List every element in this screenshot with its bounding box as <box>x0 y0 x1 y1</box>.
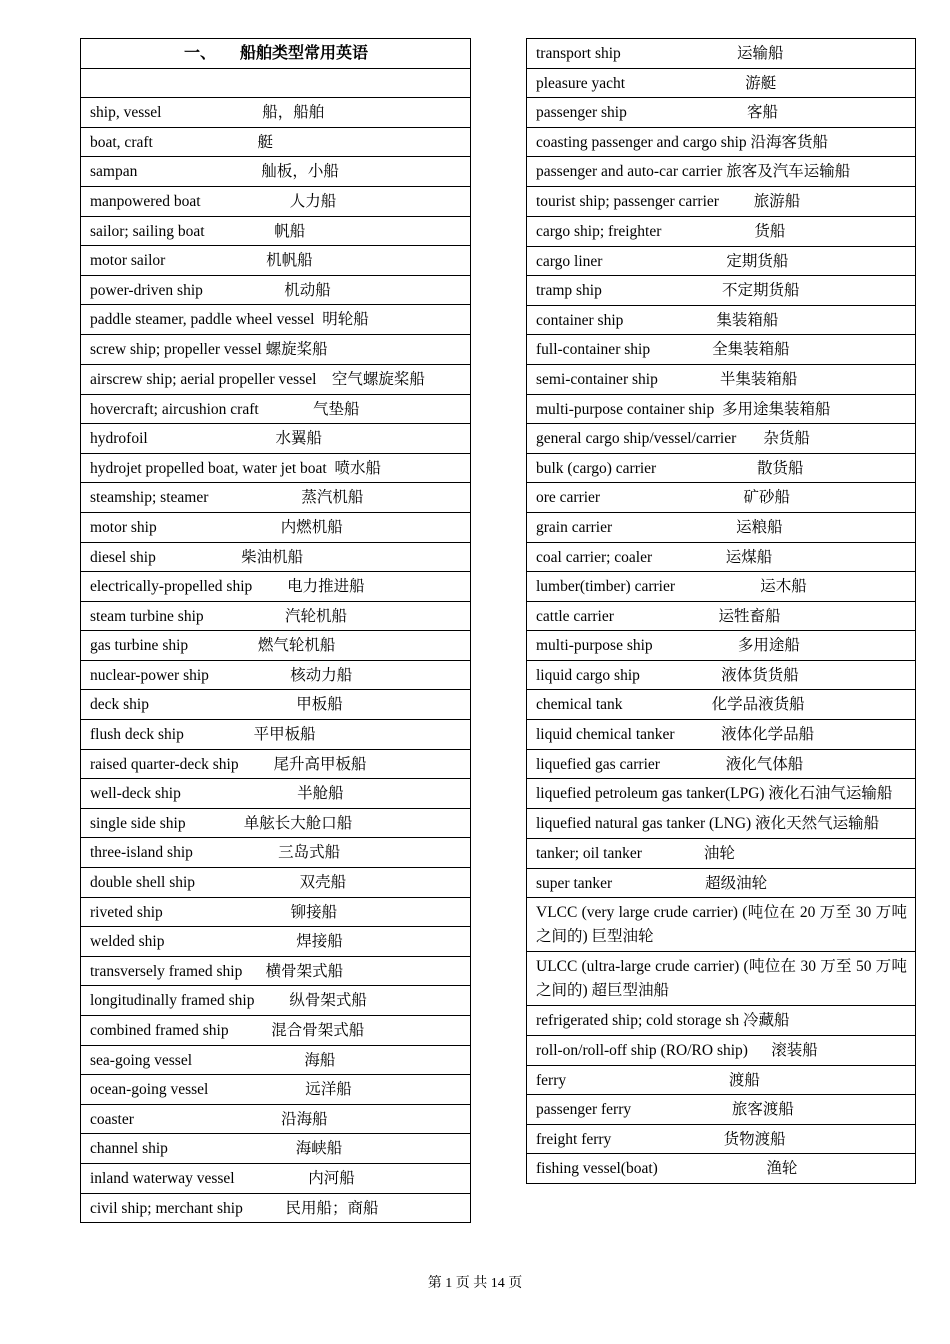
vocabulary-row: freight ferry 货物渡船 <box>527 1125 915 1155</box>
vocabulary-row: semi-container ship 半集装箱船 <box>527 365 915 395</box>
vocabulary-row: combined framed ship 混合骨架式船 <box>81 1016 470 1046</box>
vocabulary-row: liquefied natural gas tanker (LNG) 液化天然气运输船 <box>527 809 915 839</box>
vocabulary-row: channel ship 海峡船 <box>81 1134 470 1164</box>
vocabulary-row: container ship 集装箱船 <box>527 306 915 336</box>
vocabulary-row: liquefied gas carrier 液化气体船 <box>527 750 915 780</box>
left-vocabulary-table <box>80 38 471 1223</box>
vocabulary-row: cargo ship; freighter 货船 <box>527 217 915 247</box>
vocabulary-row: three-island ship 三岛式船 <box>81 838 470 868</box>
vocabulary-row: passenger and auto-car carrier 旅客及汽车运输船 <box>527 157 915 187</box>
vocabulary-row: coasting passenger and cargo ship 沿海客货船 <box>527 128 915 158</box>
page-number-footer: 第 1 页 共 14 页 <box>427 1276 523 1291</box>
vocabulary-row: double shell ship 双壳船 <box>81 868 470 898</box>
vocabulary-row: passenger ship 客船 <box>527 98 915 128</box>
vocabulary-row: multi-purpose container ship 多用途集装箱船 <box>527 395 915 425</box>
vocabulary-row: transversely framed ship 横骨架式船 <box>81 957 470 987</box>
vocabulary-row: nuclear-power ship 核动力船 <box>81 661 470 691</box>
vocabulary-row: boat, craft 艇 <box>81 128 470 158</box>
vocabulary-row: motor ship 内燃机船 <box>81 513 470 543</box>
vocabulary-row: liquid cargo ship 液体货货船 <box>527 661 915 691</box>
vocabulary-row: gas turbine ship 燃气轮机船 <box>81 631 470 661</box>
vocabulary-row: tanker; oil tanker 油轮 <box>527 839 915 869</box>
vocabulary-row: sea-going vessel 海船 <box>81 1046 470 1076</box>
vocabulary-row: sampan 舢板，小船 <box>81 157 470 187</box>
vocabulary-row: ore carrier 矿砂船 <box>527 483 915 513</box>
vocabulary-row: ship, vessel 船，船舶 <box>81 98 470 128</box>
vocabulary-row: ULCC (ultra-large crude carrier) (吨位在 30 万至 50 万吨之间的) 超巨型油船 <box>527 952 915 1006</box>
vocabulary-row: coal carrier; coaler 运煤船 <box>527 543 915 573</box>
section-title: 一、 船舶类型常用英语 <box>81 39 470 69</box>
vocabulary-row: tramp ship 不定期货船 <box>527 276 915 306</box>
vocabulary-row: fishing vessel(boat) 渔轮 <box>527 1154 915 1184</box>
vocabulary-row: raised quarter-deck ship 尾升高甲板船 <box>81 750 470 780</box>
vocabulary-row: VLCC (very large crude carrier) (吨位在 20 万至 30 万吨之间的) 巨型油轮 <box>527 898 915 952</box>
vocabulary-row: transport ship 运输船 <box>527 39 915 69</box>
vocabulary-row: ocean-going vessel 远洋船 <box>81 1075 470 1105</box>
vocabulary-row: paddle steamer, paddle wheel vessel 明轮船 <box>81 305 470 335</box>
vocabulary-row: manpowered boat 人力船 <box>81 187 470 217</box>
vocabulary-row: coaster 沿海船 <box>81 1105 470 1135</box>
vocabulary-row: motor sailor 机帆船 <box>81 246 470 276</box>
vocabulary-row: roll-on/roll-off ship (RO/RO ship) 滚装船 <box>527 1036 915 1066</box>
vocabulary-row: flush deck ship 平甲板船 <box>81 720 470 750</box>
vocabulary-row: grain carrier 运粮船 <box>527 513 915 543</box>
vocabulary-row: hydrofoil 水翼船 <box>81 424 470 454</box>
vocabulary-row: hydrojet propelled boat, water jet boat 喷水船 <box>81 454 470 484</box>
vocabulary-row: sailor; sailing boat 帆船 <box>81 217 470 247</box>
vocabulary-row: full-container ship 全集装箱船 <box>527 335 915 365</box>
vocabulary-row: steam turbine ship 汽轮机船 <box>81 602 470 632</box>
vocabulary-row: deck ship 甲板船 <box>81 690 470 720</box>
empty-row <box>81 69 470 99</box>
vocabulary-row: pleasure yacht 游艇 <box>527 69 915 99</box>
vocabulary-row: screw ship; propeller vessel 螺旋桨船 <box>81 335 470 365</box>
vocabulary-row: civil ship; merchant ship 民用船；商船 <box>81 1194 470 1224</box>
vocabulary-row: liquid chemical tanker 液体化学品船 <box>527 720 915 750</box>
vocabulary-row: airscrew ship; aerial propeller vessel 空气螺旋桨船 <box>81 365 470 395</box>
vocabulary-row: electrically-propelled ship 电力推进船 <box>81 572 470 602</box>
vocabulary-row: ferry 渡船 <box>527 1066 915 1096</box>
vocabulary-row: riveted ship 铆接船 <box>81 898 470 928</box>
vocabulary-row: chemical tank 化学品液货船 <box>527 690 915 720</box>
vocabulary-row: liquefied petroleum gas tanker(LPG) 液化石油气运输船 <box>527 779 915 809</box>
right-vocabulary-table <box>526 38 916 1184</box>
vocabulary-row: super tanker 超级油轮 <box>527 869 915 899</box>
vocabulary-row: cargo liner 定期货船 <box>527 247 915 277</box>
vocabulary-row: tourist ship; passenger carrier 旅游船 <box>527 187 915 217</box>
vocabulary-row: longitudinally framed ship 纵骨架式船 <box>81 986 470 1016</box>
vocabulary-row: lumber(timber) carrier 运木船 <box>527 572 915 602</box>
vocabulary-row: power-driven ship 机动船 <box>81 276 470 306</box>
vocabulary-row: passenger ferry 旅客渡船 <box>527 1095 915 1125</box>
vocabulary-row: bulk (cargo) carrier 散货船 <box>527 454 915 484</box>
vocabulary-row: diesel ship 柴油机船 <box>81 543 470 573</box>
vocabulary-row: general cargo ship/vessel/carrier 杂货船 <box>527 424 915 454</box>
vocabulary-row: welded ship 焊接船 <box>81 927 470 957</box>
vocabulary-row: multi-purpose ship 多用途船 <box>527 631 915 661</box>
vocabulary-row: hovercraft; aircushion craft 气垫船 <box>81 395 470 425</box>
vocabulary-row: inland waterway vessel 内河船 <box>81 1164 470 1194</box>
vocabulary-row: cattle carrier 运牲畜船 <box>527 602 915 632</box>
vocabulary-row: single side ship 单舷长大舱口船 <box>81 809 470 839</box>
vocabulary-row: steamship; steamer 蒸汽机船 <box>81 483 470 513</box>
vocabulary-row: refrigerated ship; cold storage sh 冷藏船 <box>527 1006 915 1036</box>
vocabulary-row: well-deck ship 半舱船 <box>81 779 470 809</box>
